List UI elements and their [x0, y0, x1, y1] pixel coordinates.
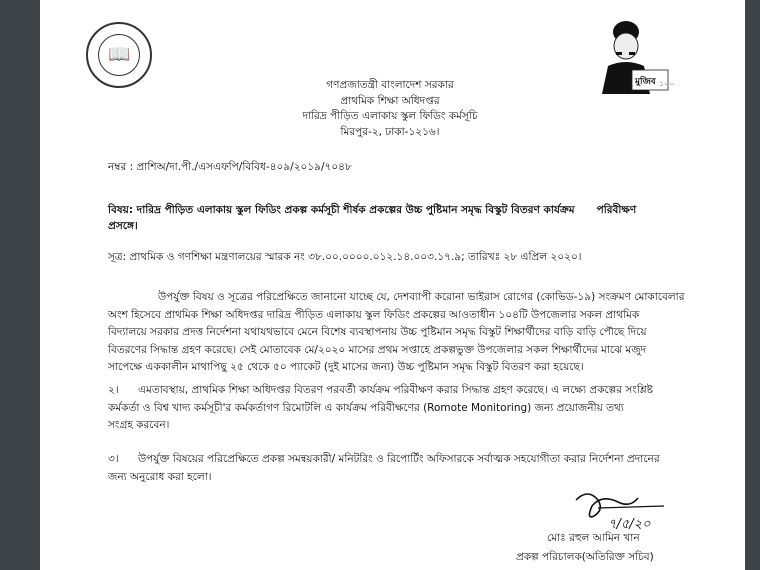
header-line-government: গণপ্রজাতন্ত্রী বাংলাদেশ সরকার	[326, 79, 454, 91]
paragraph-1	[108, 289, 693, 377]
paragraph-1-line: অংশ হিসেবে প্রাথমিক শিক্ষা অধিদপ্তর দারিদ্র পীড়িত এলাকায় স্কুল ফিডিং প্রকল্পের আওতাধীন ১০৪টি উপজেলার সকল প্রাথমিক	[108, 308, 640, 321]
signature-date: ৭/৫/২০	[608, 517, 651, 532]
paragraph-2-line: কর্মকর্তা ও বিশ্ব খাদ্য কর্মসূচী'র কর্মকর্তাগণ রিমোটলি এ কার্যক্রম পরিবীক্ষণের (Romote Monitoring) জন্য প্রয়োজনীয় তথ্য	[108, 401, 624, 414]
signatory-title: প্রকল্প পরিচালক(অতিরিক্ত সচিব)	[516, 551, 654, 563]
book-icon: 📖	[108, 44, 131, 65]
education-seal-logo	[86, 22, 152, 88]
viewer-background-right	[745, 0, 760, 570]
svg-text:মুজিব: মুজিব	[635, 77, 656, 87]
mujib-borsho-logo	[588, 16, 678, 94]
paragraph-3	[108, 451, 693, 486]
paragraph-1-line: বিতরণের সিদ্ধান্ত গ্রহণ করেছে। সেই মোতাবেক মে/২০২০ মাসের প্রথম সপ্তাহে প্রকল্পভুক্ত উপজেলার সকল শিক্ষার্থীদের মাঝে মজুদ	[108, 343, 647, 356]
paragraph-2-line: এমতাবস্থায়, প্রাথমিক শিক্ষা অধিদপ্তর বিতরণ পরবর্তী কার্যক্রম পরিবীক্ষণ করার সিদ্ধান্ত গ্রহণ করেছে। এ লক্ষ্যে প্রকল্পের সংশ্লিষ্ট	[138, 384, 653, 396]
paragraph-1-line: বিদ্যালয়ে সরকার প্রদত্ত নির্দেশনা যথাযথভাবে মেনে বিশেষ ব্যবস্থাপনায় উচ্চ পুষ্টিমান সমৃদ্ধ বিস্কুট শিক্ষার্থীদের বাড়ি বাড়ি পৌছে দিয়ে	[108, 326, 647, 338]
subject-text: বিষয়: দারিদ্র পীড়িত এলাকায় স্কুল ফিডিং প্রকল্প কর্মসূচী শীর্ষক প্রকল্পের উচ্চ পুষ্টিমান সমৃদ্ধ বিস্কুট বিতরণ কার্যক্রম	[108, 204, 575, 216]
subject-line	[108, 203, 636, 220]
subject-line-2: প্রসঙ্গে।	[108, 220, 138, 232]
paragraph-2-number: ২।	[108, 384, 119, 396]
handwritten-signature	[568, 486, 678, 532]
header-line-directorate: প্রাথমিক শিক্ষা অধিদপ্তর	[340, 94, 440, 107]
signatory-name: মোঃ রহুল আমিন খান	[547, 532, 640, 544]
reference-line: সূত্র: প্রাথমিক ও গণশিক্ষা মন্ত্রণালয়ের স্মারক নং ৩৮.০০.০০০০.০১২.১৪.০০৩.১৭.৯; তারিখঃ ২৮ এপ্রিল ২০২০।	[108, 251, 582, 263]
subject-text-end: পরিবীক্ষণ	[596, 204, 637, 216]
memo-number: নম্বর : প্রাশিঅ/দা.পী./এসএফপি/বিবিধ-৪০৯/২০১৯/৭০৪৮	[108, 161, 352, 173]
viewer-background-left	[0, 0, 40, 570]
paragraph-3-number: ৩।	[108, 453, 119, 465]
header-line-program: দারিদ্র পীড়িত এলাকায় স্কুল ফিডিং কর্মসূচি	[302, 110, 478, 122]
paragraph-1-line: সাপেক্ষে এককালীন মাথাপিছু ২৫ থেকে ৫০ প্যাকেট (দুই মাসের জন্য) উচ্চ পুষ্টিমান সমৃদ্ধ বিস্কুট বিতরণ করা হয়েছে।	[108, 361, 584, 373]
document-page	[40, 0, 745, 570]
paragraph-2-line: সংগ্রহ করবেন।	[108, 419, 170, 431]
paragraph-3-line: উপর্যুক্ত বিষয়ের পরিপ্রেক্ষিতে প্রকল্প সমন্বয়কারী/ মনিটরিং ও রিপোর্টিং অফিসারকে সর্বাত্মক সহযোগীতা করার নির্দেশনা প্রদানের	[138, 453, 660, 465]
header-line-address: মিরপুর-২, ঢাকা-১২১৬।	[340, 125, 440, 138]
svg-text:১০০: ১০০	[659, 79, 675, 88]
paragraph-3-line: জন্য অনুরোধ করা হলো।	[108, 470, 212, 483]
paragraph-1-line: উপর্যুক্ত বিষয় ও সূত্রের পরিপ্রেক্ষিতে জানানো যাচ্ছে যে, দেশব্যাপী করোনা ভাইরাস রোগের (কোভিড-১৯) সংক্রমণ মোকাবেলার	[158, 291, 685, 303]
letterhead	[240, 78, 540, 140]
paragraph-2	[108, 382, 693, 435]
